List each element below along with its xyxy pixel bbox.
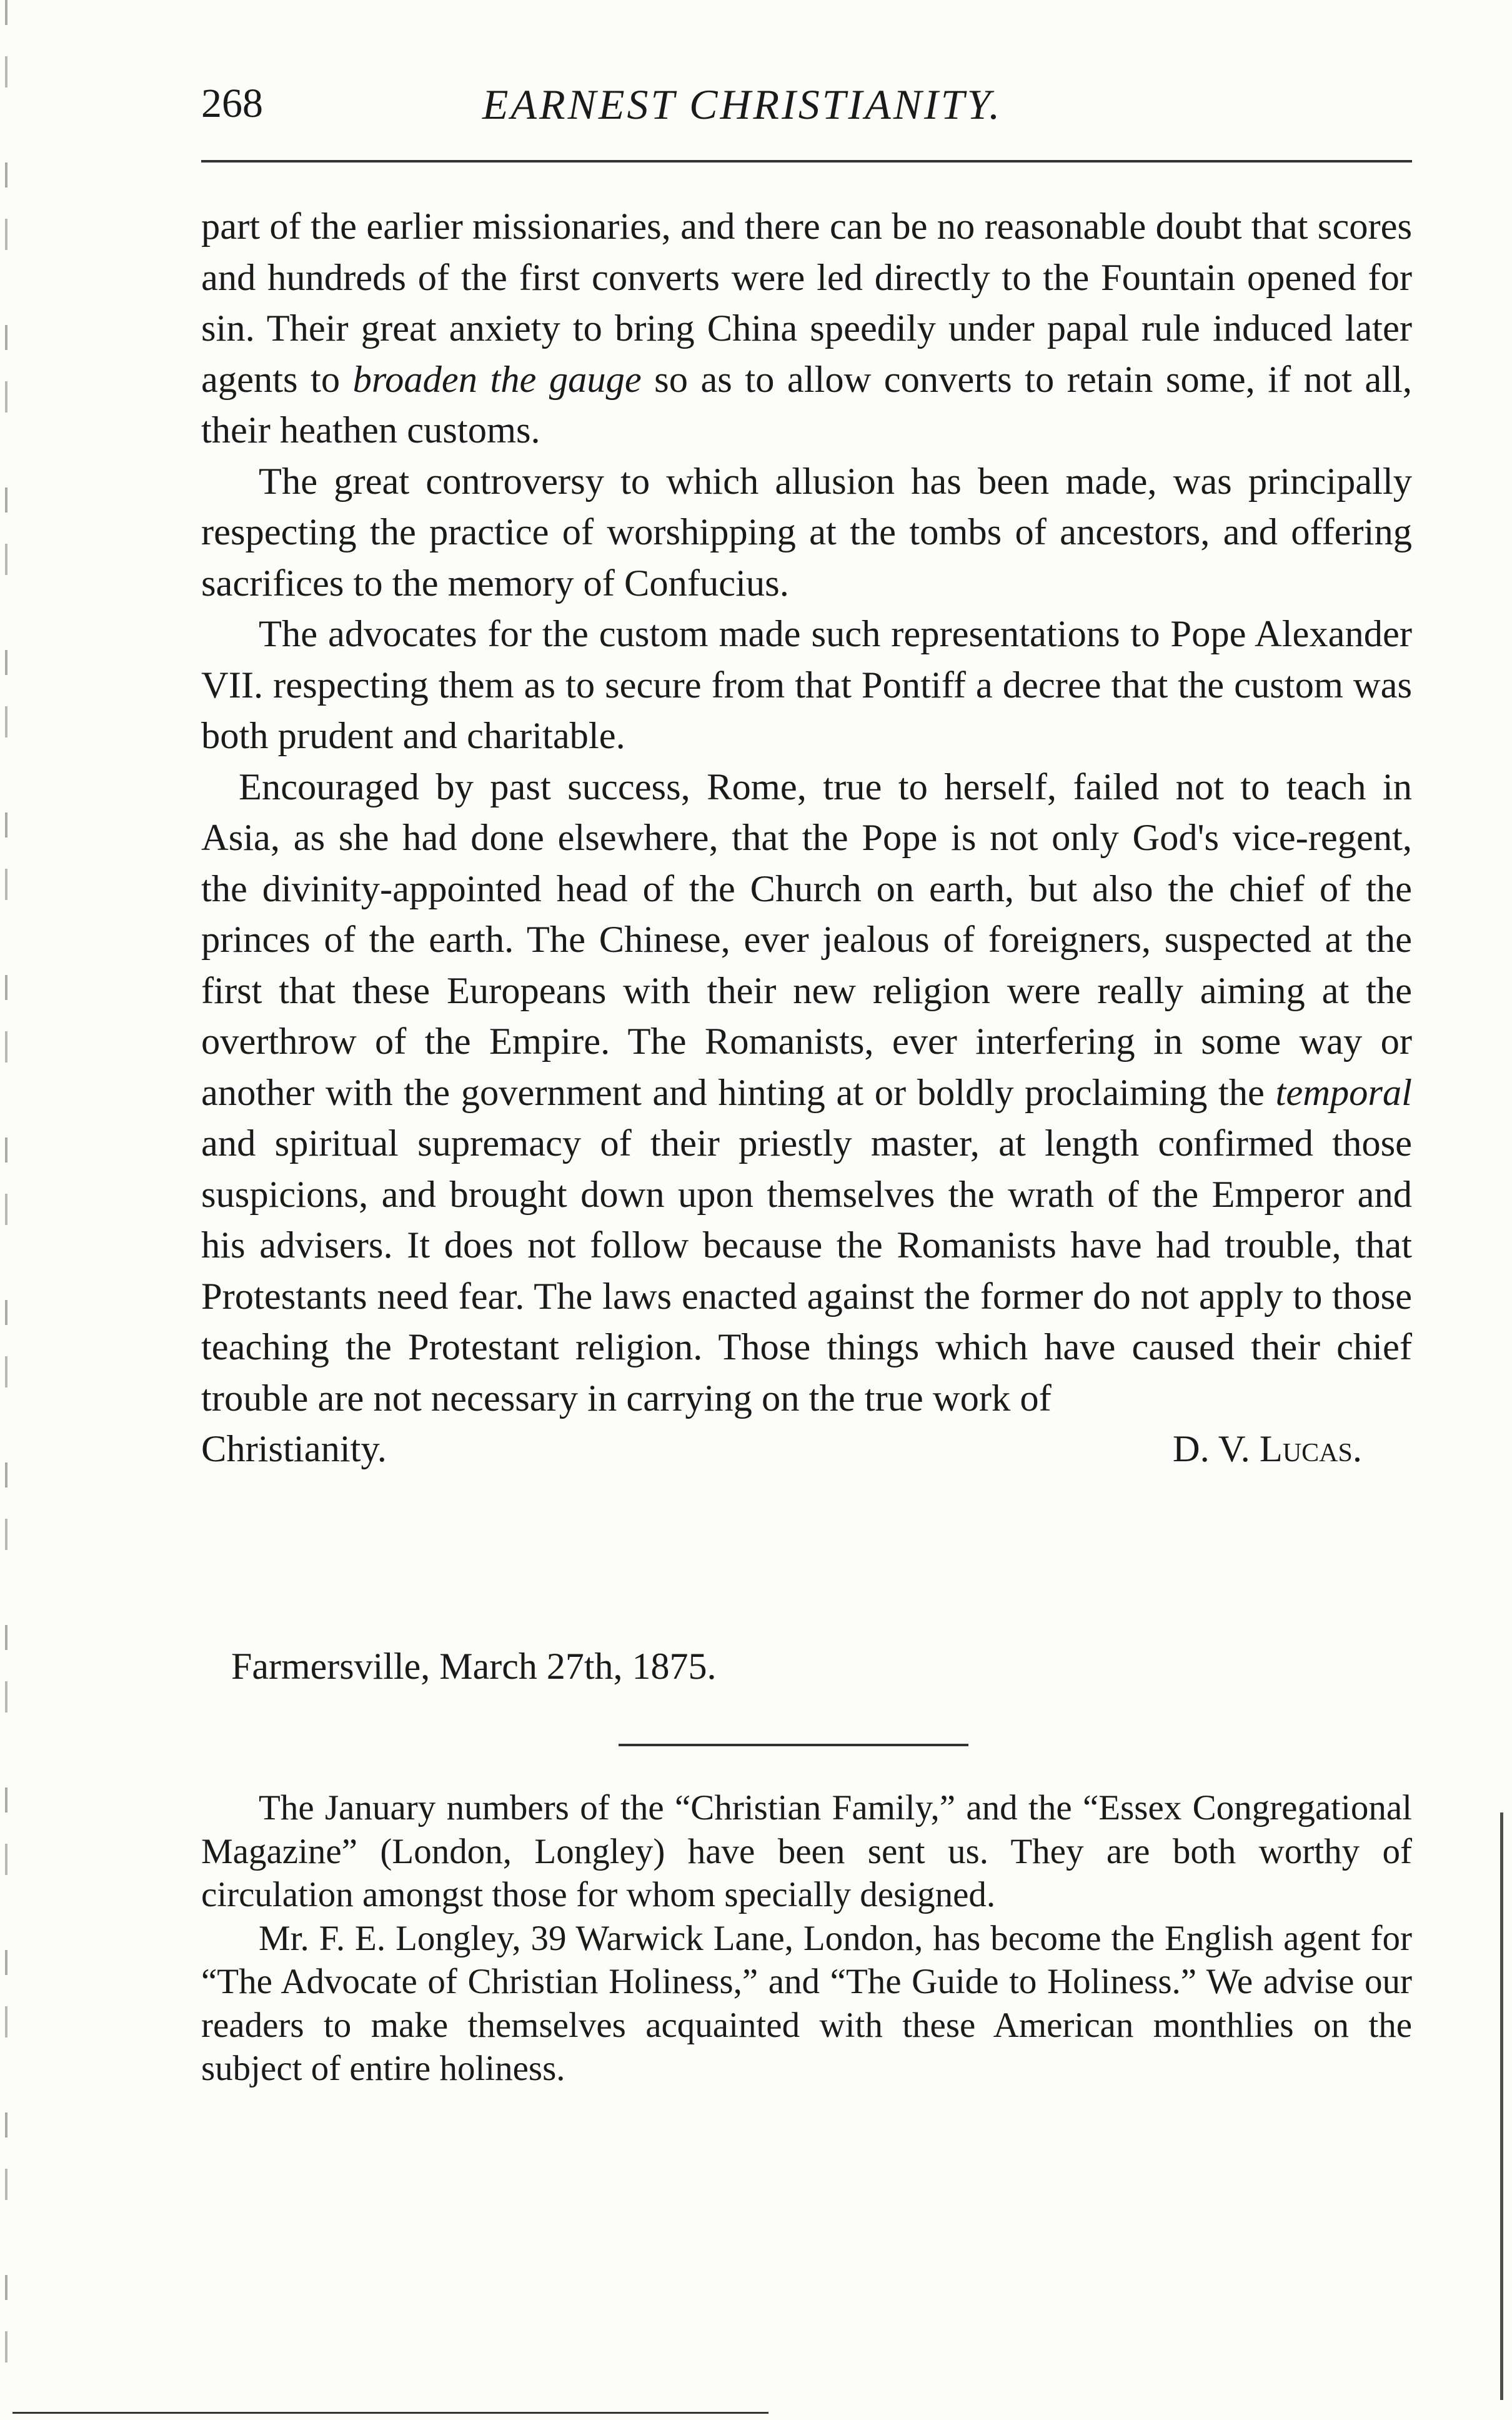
page-number: 268 bbox=[201, 81, 263, 126]
signature-line bbox=[201, 1424, 1412, 1475]
closing-word: Christianity. bbox=[201, 1428, 387, 1470]
running-title: EARNEST CHRISTIANITY. bbox=[482, 81, 1003, 128]
page-header bbox=[201, 80, 1412, 136]
paragraph-4: Encouraged by past success, Rome, true to herself, failed not to teach in Asia, as she had done elsewhere, that the Pope is not only God's vice-regent, the divinity-appointed head of the Church on earth, but also the chief of the princes of the earth. The Chinese, ever jealous of foreigners, suspected at the first that these Europeans with their new religion were really aiming at the overthrow of the Empire. The Romanists, ever interfering in some way or another with the government and hinting at or boldly proclaiming the temporal and spiritual supremacy of their priestly master, at length confirmed those suspicions, and brought down upon themselves the wrath of the Emperor and his advisers. It does not follow because the Romanists have had trouble, that Protestants need fear. The laws enacted against the former do not apply to those teaching the Protestant religion. Those things which have caused their chief trouble are not necessary in carrying on the true work of bbox=[201, 766, 1412, 1419]
paragraph-3: The advocates for the custom made such representations to Pope Alexander VII. respecting them as to secure from that Pontiff a decree that the custom was both prudent and charitable. bbox=[201, 613, 1412, 757]
dateline: Farmersville, March 27th, 1875. bbox=[231, 1646, 717, 1687]
paragraph-1: part of the earlier missionaries, and there can be no reasonable doubt that scores and hundreds of the first converts were led directly to the Fountain opened for sin. Their great anxiety to bring China speedily under papal rule induced later agents to broaden the gauge so as to allow converts to retain some, if not all, their heathen customs. bbox=[201, 206, 1413, 451]
paragraph-2: The great controversy to which allusion has been made, was principally respecting the practice of worshipping at the tombs of ancestors, and offering sacrifices to the memory of Confucius. bbox=[201, 460, 1412, 604]
scan-edge-right bbox=[1500, 1812, 1503, 2400]
header-rule bbox=[201, 160, 1412, 162]
section-divider bbox=[619, 1744, 968, 1746]
note-2: Mr. F. E. Longley, 39 Warwick Lane, London, has become the English agent for “The Advocate of Christian Holiness,” and “The Guide to Holiness.” We advise our readers to make themselves acquainted with these American monthlies on the subject of entire holiness. bbox=[201, 1918, 1412, 2088]
author-signature: D. V. Lucas. bbox=[1172, 1428, 1362, 1470]
editorial-notes bbox=[201, 1786, 1412, 2091]
emphasis-temporal: temporal bbox=[1275, 1071, 1412, 1114]
note-1: The January numbers of the “Christian Family,” and the “Essex Congregational Magazine” (London, Longley) have been sent us. They are both worthy of circulation amongst those for whom specially designed. bbox=[201, 1788, 1412, 1914]
scan-edge-left bbox=[5, 0, 7, 2420]
scan-bottom-edge bbox=[12, 2412, 768, 2414]
emphasis-broaden-the-gauge: broaden the gauge bbox=[352, 358, 642, 401]
article-body bbox=[201, 201, 1412, 1475]
